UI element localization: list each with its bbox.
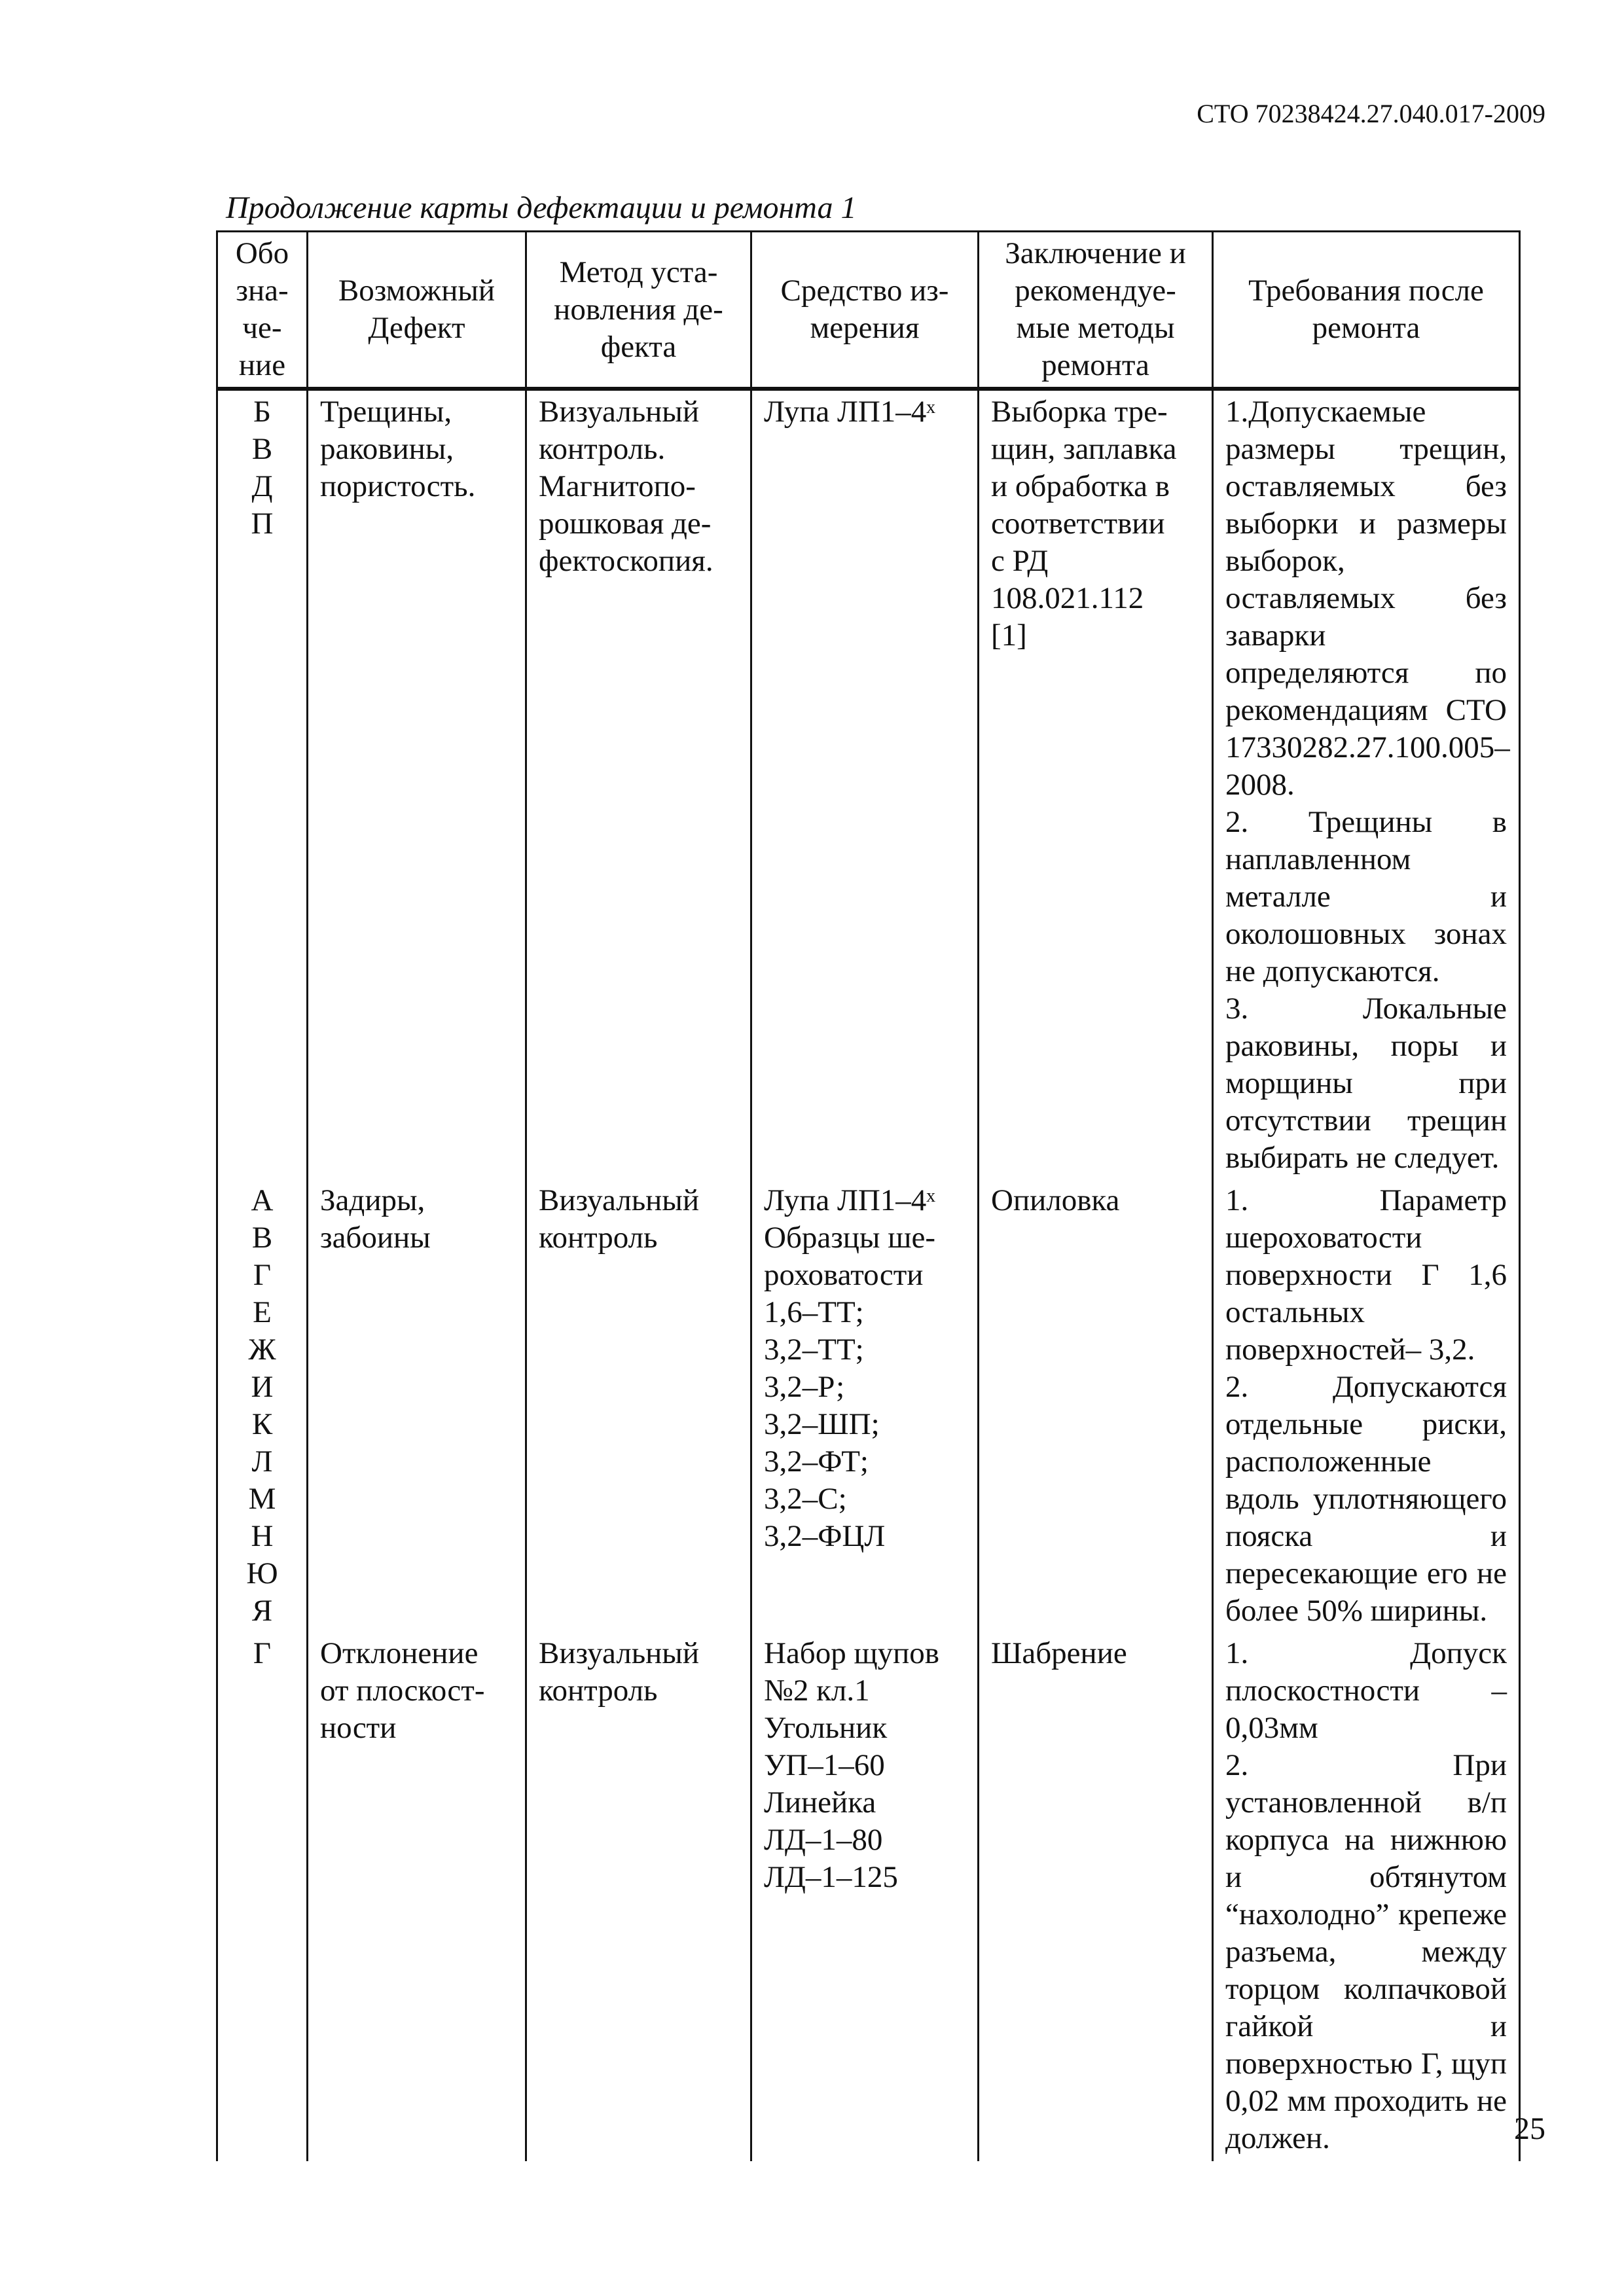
header-conclusion: Заключение и рекомендуе- мые методы ремонта [979, 232, 1213, 389]
header-possible-defect: Возможный Дефект [308, 232, 526, 389]
cell-designation: Б В Д П [217, 389, 308, 1179]
cell-method: Визуальный контроль [526, 1179, 751, 1632]
cell-designation: Г [217, 1632, 308, 2161]
requirement-item: 1. Допуск плоскостности – 0,03мм [1225, 1636, 1507, 1745]
requirement-item: 2. При установленной в/п корпуса на нижнюю и обтянутом “нахолодно” крепеже разъема, между торцом колпачковой гайкой и поверхностью Г, щуп 0,02 мм проходить не должен. [1225, 1748, 1507, 2155]
table-row [217, 389, 1520, 1179]
cell-means: Лупа ЛП1–4ˣ Образцы ше- роховатости 1,6–ТТ; 3,2–ТТ; 3,2–Р; 3,2–ШП; 3,2–ФТ; 3,2–С; 3,2–ФЦЛ [751, 1179, 979, 1632]
requirement-item: 3. Локальные раковины, поры и морщины при отсутствии трещин выбирать не следует. [1225, 992, 1507, 1175]
cell-means: Лупа ЛП1–4ˣ [751, 389, 979, 1179]
cell-requirements [1213, 389, 1520, 1179]
header-requirements: Требования после ремонта [1213, 232, 1520, 389]
cell-defect: Отклонение от плоскост- ности [308, 1632, 526, 2161]
table-row [217, 1179, 1520, 1632]
cell-conclusion: Выборка тре- щин, заплавка и обработка в соответствии с РД 108.021.112 [1] [979, 389, 1213, 1179]
table-header-row [217, 232, 1520, 389]
table-caption: Продолжение карты дефектации и ремонта 1 [226, 190, 857, 225]
requirement-item: 2. Трещины в наплавленном металле и околошовных зонах не допускаются. [1225, 805, 1507, 988]
header-measuring-means: Средство из- мерения [751, 232, 979, 389]
cell-conclusion: Опиловка [979, 1179, 1213, 1632]
defect-repair-table [216, 230, 1521, 2161]
requirement-item: 1.Допускаемые размеры трещин, оставляемых без выборки и размеры выборок, оставляемых без заварки определяются по рекомендациям СТО 17330282.27.100.005–2008. [1225, 395, 1510, 802]
cell-requirements [1213, 1179, 1520, 1632]
header-detection-method: Метод уста- новления де- фекта [526, 232, 751, 389]
requirement-item: 2. Допускаются отдельные риски, расположенные вдоль уплотняющего пояска и пересекающие его не более 50% ширины. [1225, 1370, 1507, 1628]
cell-designation: А В Г Е Ж И К Л М Н Ю Я [217, 1179, 308, 1632]
cell-defect: Трещины, раковины, пористость. [308, 389, 526, 1179]
cell-method: Визуальный контроль. Магнитопо- рошковая де- фектоскопия. [526, 389, 751, 1179]
document-code: СТО 70238424.27.040.017-2009 [1197, 99, 1545, 128]
cell-defect: Задиры, забоины [308, 1179, 526, 1632]
page-number: 25 [1514, 2111, 1545, 2146]
table-row [217, 1632, 1520, 2161]
cell-method: Визуальный контроль [526, 1632, 751, 2161]
requirement-item: 1. Параметр шероховатости поверхности Г 1,6 остальных поверхностей– 3,2. [1225, 1183, 1507, 1367]
cell-means: Набор щупов №2 кл.1 Угольник УП–1–60 Линейка ЛД–1–80 ЛД–1–125 [751, 1632, 979, 2161]
header-designation: Обо зна- че- ние [217, 232, 308, 389]
cell-requirements [1213, 1632, 1520, 2161]
cell-conclusion: Шабрение [979, 1632, 1213, 2161]
